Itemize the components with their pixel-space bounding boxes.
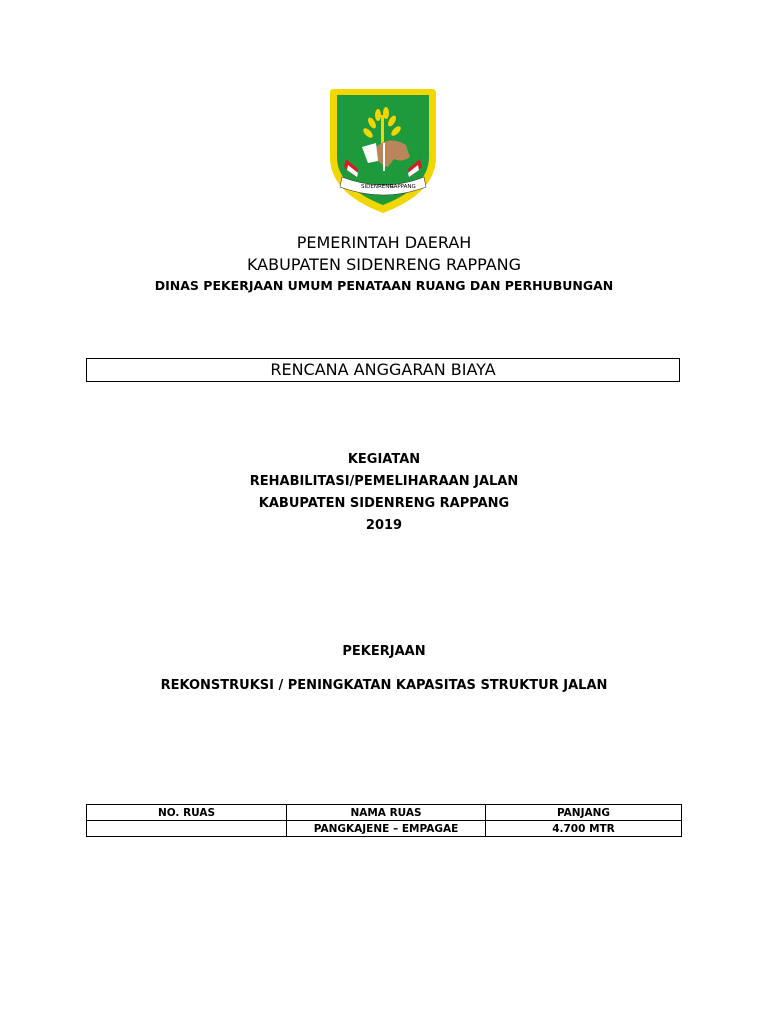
pekerjaan-label: PEKERJAAN [342,644,426,659]
table-header-row [87,805,682,821]
government-heading: PEMERINTAH DAERAH [296,233,472,252]
kegiatan-location: KABUPATEN SIDENRENG RAPPANG [258,496,510,511]
kegiatan-year: 2019 [365,518,403,533]
kegiatan-label: KEGIATAN [347,452,421,467]
document-title: RENCANA ANGGARAN BIAYA [86,358,680,382]
column-header-panjang: PANJANG [486,805,682,821]
department-heading: DINAS PEKERJAAN UMUM PENATAAN RUANG DAN PERHUBUNGAN [154,278,614,293]
emblem-ribbon-left-text: SIDENRENG [361,184,394,190]
regency-heading: KABUPATEN SIDENRENG RAPPANG [246,255,522,274]
cell-no-ruas [87,821,287,837]
column-header-nama-ruas: NAMA RUAS [287,805,486,821]
column-header-no-ruas: NO. RUAS [87,805,287,821]
kegiatan-name: REHABILITASI/PEMELIHARAAN JALAN [249,474,519,489]
table-row [87,821,682,837]
cell-nama-ruas: PANGKAJENE – EMPAGAE [287,821,486,837]
emblem-ribbon-right-text: RAPPANG [390,184,416,190]
pekerjaan-name: REKONSTRUKSI / PENINGKATAN KAPASITAS STRUKTUR JALAN [160,678,608,693]
regency-emblem-logo [328,85,438,217]
cell-panjang: 4.700 MTR [486,821,682,837]
road-section-table [86,804,682,837]
